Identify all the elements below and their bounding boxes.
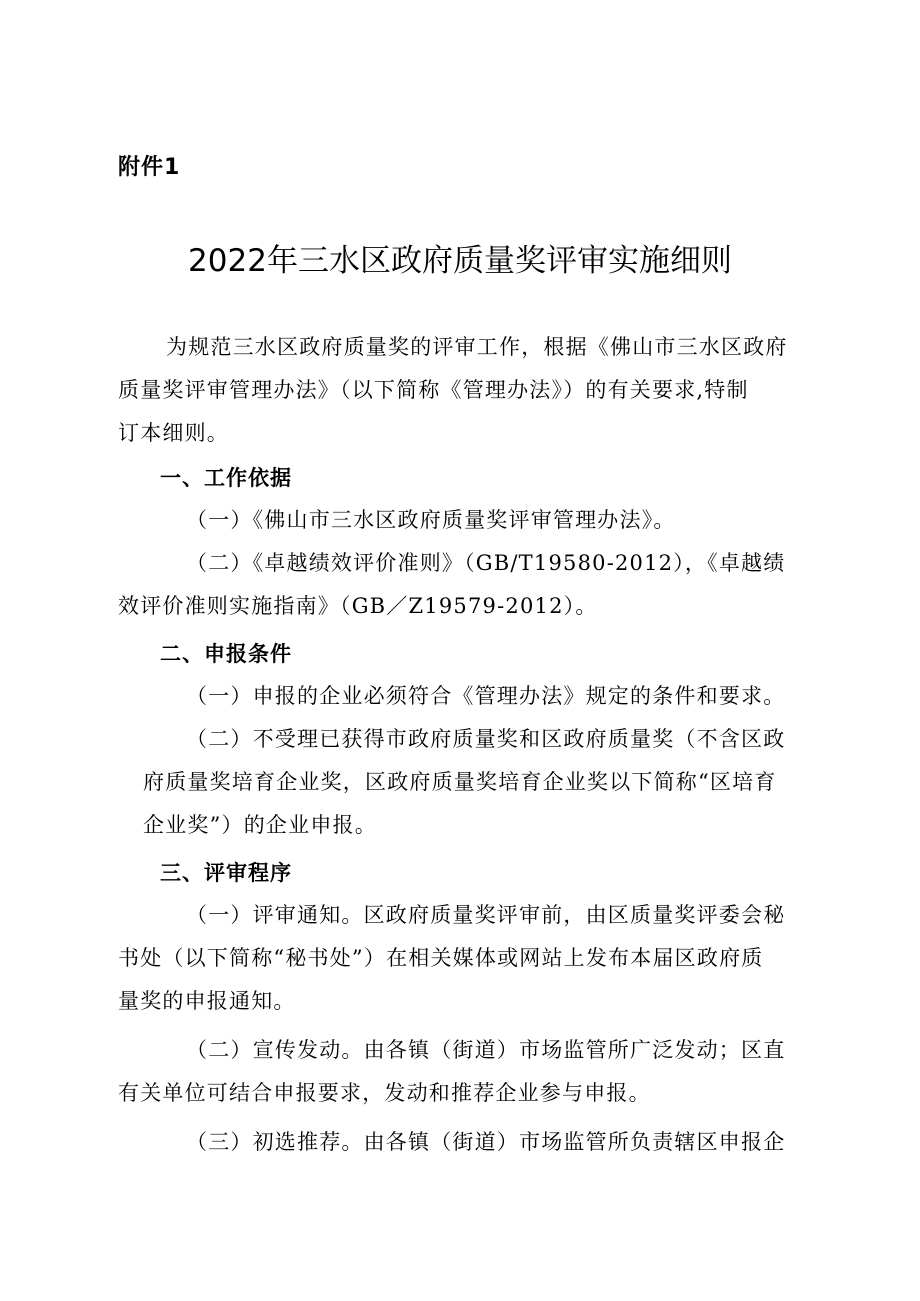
section2-item2-line-2: 府质量奖培育企业奖，区政府质量奖培育企业奖以下简称“区培育 <box>143 770 777 794</box>
section3-item1-line-1: （一）评审通知。区政府质量奖评审前，由区质量奖评委会秘 <box>186 903 786 927</box>
attachment-label: 附件1 <box>118 155 181 180</box>
section3-item3-line-1: （三）初选推荐。由各镇（街道）市场监管所负责辖区申报企 <box>186 1130 786 1154</box>
section-heading-conditions: 二、申报条件 <box>160 642 292 666</box>
document-title: 2022年三水区政府质量奖评审实施细则 <box>188 243 732 279</box>
section-heading-basis: 一、工作依据 <box>160 466 292 490</box>
section1-item1-line-1: （一）《佛山市三水区政府质量奖评审管理办法》。 <box>186 508 676 532</box>
section3-item2-line-1: （二）宣传发动。由各镇（街道）市场监管所广泛发动；区直 <box>186 1038 786 1062</box>
section2-item1-line-1: （一）申报的企业必须符合《管理办法》规定的条件和要求。 <box>186 684 786 708</box>
section3-item1-line-2: 书处（以下简称“秘书处”）在相关媒体或网站上发布本届区政府质 <box>118 946 764 970</box>
intro-line-1: 为规范三水区政府质量奖的评审工作，根据《佛山市三水区政府 <box>166 335 788 359</box>
section1-item2-line-2: 效评价准则实施指南》（GB／Z19579-2012）。 <box>118 594 598 618</box>
section3-item1-line-3: 量奖的申报通知。 <box>118 989 296 1013</box>
section-heading-procedure: 三、评审程序 <box>160 861 292 885</box>
intro-line-3: 订本细则。 <box>118 421 229 445</box>
section1-item2-line-1: （二）《卓越绩效评价准则》（GB/T19580-2012），《卓越绩 <box>186 551 786 575</box>
intro-line-2: 质量奖评审管理办法》（以下简称《管理办法》）的有关要求,特制 <box>118 378 749 402</box>
section2-item2-line-1: （二）不受理已获得市政府质量奖和区政府质量奖（不含区政 <box>186 727 786 751</box>
section2-item2-line-3: 企业奖”）的企业申报。 <box>143 813 377 837</box>
section3-item2-line-2: 有关单位可结合申报要求，发动和推荐企业参与申报。 <box>118 1081 651 1105</box>
